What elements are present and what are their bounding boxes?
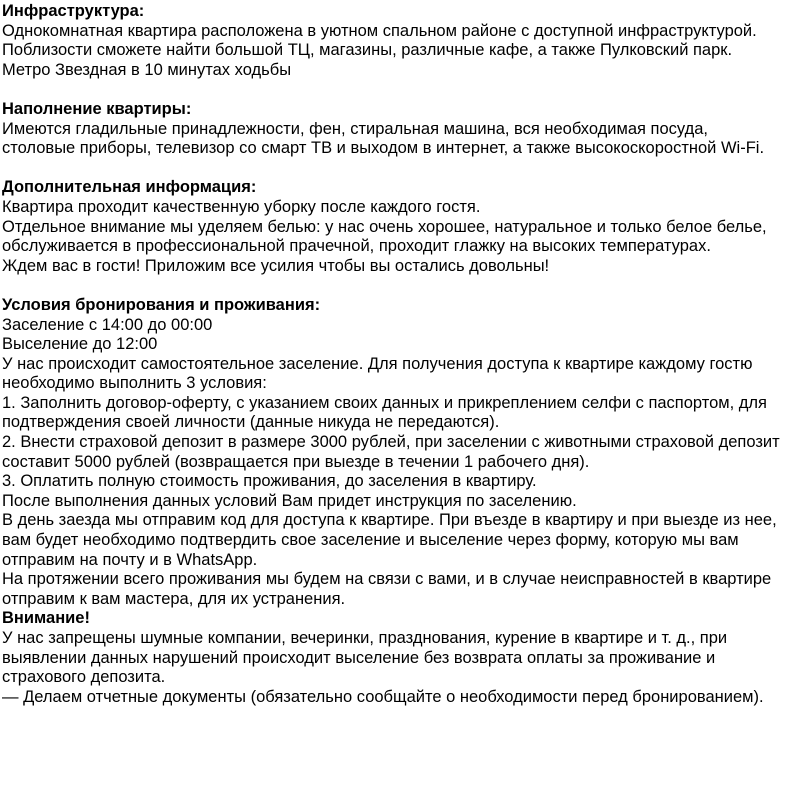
section-infrastructure: [2, 2, 780, 80]
section-spacer: [2, 80, 780, 100]
section-warning: [2, 609, 780, 707]
section-paragraph: На протяжении всего проживания мы будем на связи с вами, и в случае неисправностей в квартире отправим к вам мастера, для их устранения.: [2, 570, 772, 608]
section-paragraph: 3. Оплатить полную стоимость проживания, до заселения в квартиру.: [2, 472, 537, 491]
section-additional-info: [2, 178, 780, 276]
section-heading: Дополнительная информация:: [2, 178, 257, 197]
section-paragraph: В день заезда мы отправим код для доступа к квартире. При въезде в квартиру и при выезде из нее, вам будет необходимо подтвердить свое заселение и выселение через форму, которую мы вам отправим на почту и в WhatsApp.: [2, 511, 777, 569]
section-paragraph: Однокомнатная квартира расположена в уютном спальном районе с доступной инфраструктурой. Поблизости сможете найти большой ТЦ, магазины, различные кафе, а также Пулковский парк. Метро Звездная в 10 минутах ходьбы: [2, 21, 757, 79]
section-paragraph: Отдельное внимание мы уделяем белью: у нас очень хорошее, натуральное и только белое белье, обслуживается в профессиональной прачечной, проходит глажку на высоких температурах.: [2, 217, 767, 256]
section-contents: [2, 100, 780, 159]
section-paragraph: У нас происходит самостоятельное заселение. Для получения доступа к квартире каждому гостю необходимо выполнить 3 условия:: [2, 354, 753, 393]
section-paragraph: 1. Заполнить договор-оферту, с указанием своих данных и прикреплением селфи с паспортом, для подтверждения своей личности (данные никуда не передаются).: [2, 393, 767, 432]
section-paragraph: Квартира проходит качественную уборку после каждого гостя.: [2, 197, 481, 216]
section-heading: Условия бронирования и проживания:: [2, 295, 321, 314]
section-spacer: [2, 276, 780, 296]
section-paragraph: Имеются гладильные принадлежности, фен, стиральная машина, вся необходимая посуда, столовые приборы, телевизор со смарт ТВ и выходом в интернет, а также высокоскоростной Wi-Fi.: [2, 119, 765, 158]
section-booking-conditions: [2, 296, 780, 610]
section-paragraph: После выполнения данных условий Вам придет инструкция по заселению.: [2, 491, 577, 510]
section-paragraph: — Делаем отчетные документы (обязательно сообщайте о необходимости перед бронированием).: [2, 687, 764, 706]
section-heading: Инфраструктура:: [2, 2, 145, 20]
section-paragraph: У нас запрещены шумные компании, вечеринки, празднования, курение в квартире и т. д., при выявлении данных нарушений происходит выселение без возврата оплаты за проживание и страхового депозита.: [2, 629, 728, 687]
section-heading: Наполнение квартиры:: [2, 99, 192, 118]
section-paragraph: Выселение до 12:00: [2, 335, 158, 354]
section-spacer: [2, 159, 780, 179]
section-heading: Внимание!: [2, 609, 90, 628]
section-paragraph: Ждем вас в гости! Приложим все усилия чтобы вы остались довольны!: [2, 256, 550, 275]
section-paragraph: Заселение с 14:00 до 00:00: [2, 315, 213, 334]
section-paragraph: 2. Внести страховой депозит в размере 3000 рублей, при заселении с животными страховой депозит составит 5000 рублей (возвращается при выезде в течении 1 рабочего дня).: [2, 433, 780, 471]
